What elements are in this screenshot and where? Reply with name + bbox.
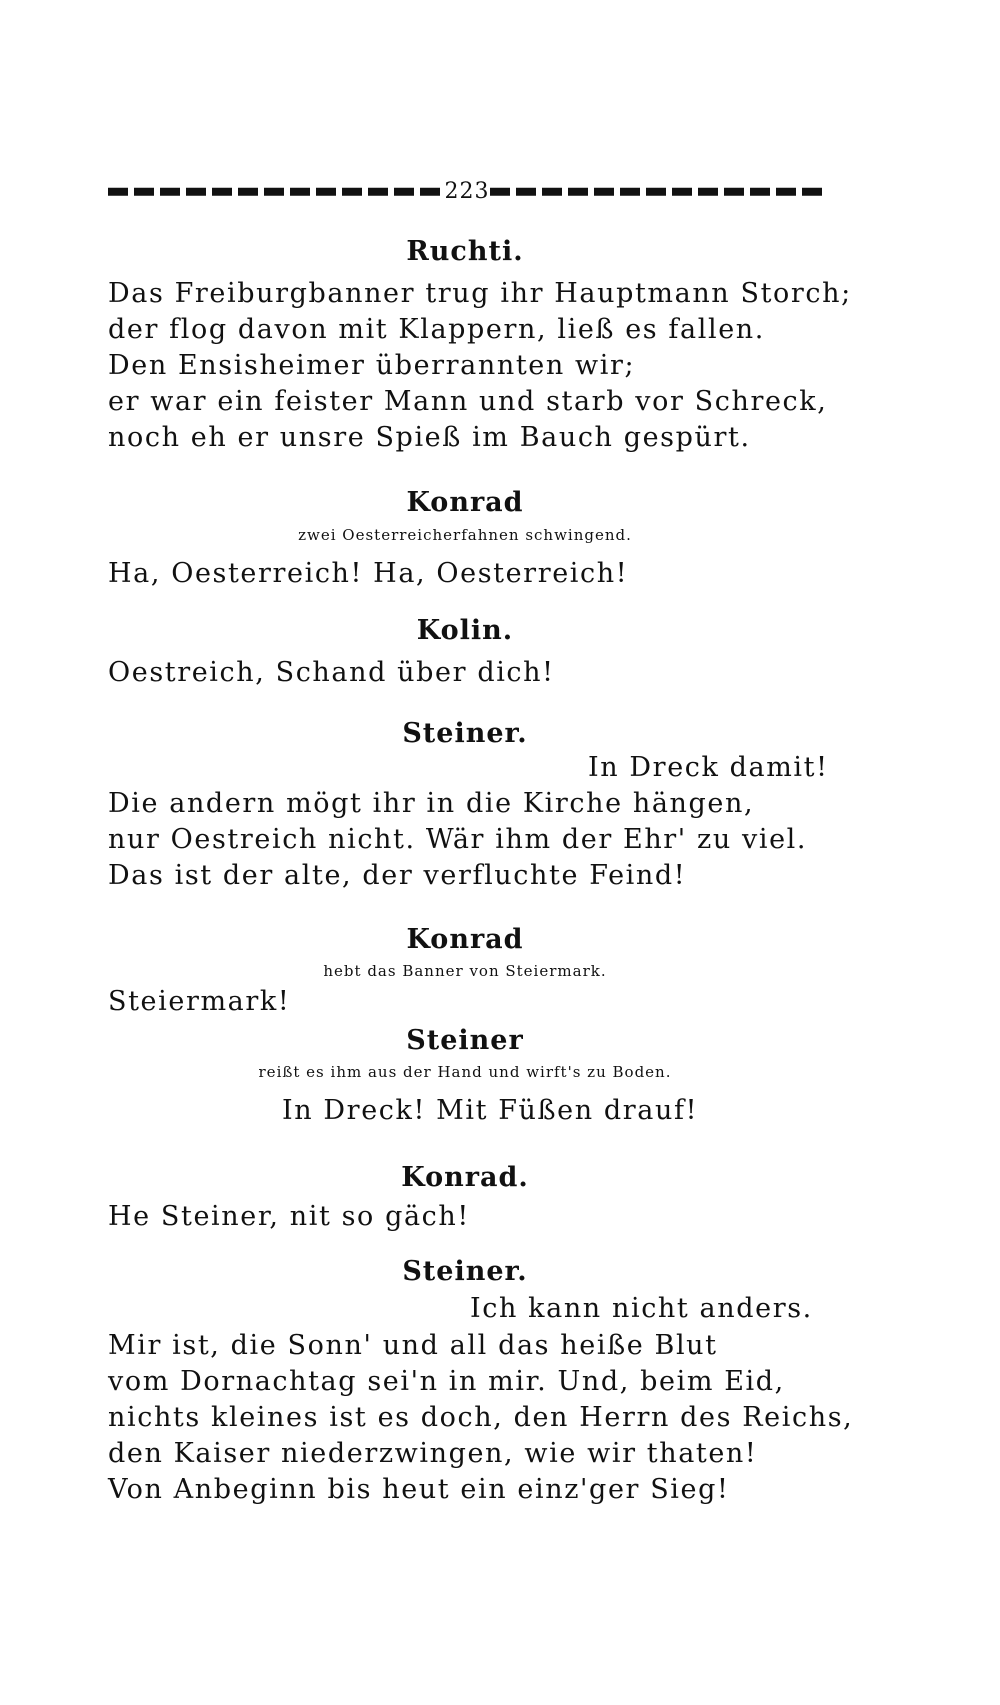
page-header [108,178,826,204]
speaker-name: Steiner. [402,1256,528,1287]
verse-line: er war ein feister Mann und starb vor Schreck, [108,386,828,417]
verse-line: den Kaiser niederzwingen, wie wir thaten! [108,1438,758,1469]
verse-line: Mir ist, die Sonn' und all das heiße Blut [108,1330,718,1361]
stage-direction: zwei Oesterreicherfahnen schwingend. [298,526,632,544]
verse-line-continuation: In Dreck! Mit Füßen drauf! [282,1095,699,1126]
stage-direction: reißt es ihm aus der Hand und wirft's zu Boden. [258,1063,672,1081]
verse-line: vom Dornachtag sei'n in mir. Und, beim Eid, [108,1366,785,1397]
verse-line: noch eh er unsre Spieß im Bauch gespürt. [108,422,751,453]
verse-line: Steiermark! [108,986,291,1017]
verse-line: Die andern mögt ihr in die Kirche hängen, [108,788,755,819]
verse-line-continuation: Ich kann nicht anders. [470,1293,813,1324]
speaker-name: Kolin. [416,615,514,646]
verse-line: Das Freiburgbanner trug ihr Hauptmann Storch; [108,278,852,309]
speaker-name: Steiner. [402,718,528,749]
verse-line: nichts kleines ist es doch, den Herrn des Reichs, [108,1402,854,1433]
speaker-name: Ruchti. [406,236,524,267]
speaker-name: Konrad [406,487,524,518]
ornament-left [108,183,445,199]
speaker-name: Steiner [406,1025,524,1056]
speaker-name: Konrad [406,924,524,955]
verse-line: Das ist der alte, der verfluchte Feind! [108,860,687,891]
stage-direction: hebt das Banner von Steiermark. [323,962,607,980]
verse-line-continuation: In Dreck damit! [588,752,829,783]
verse-line: Von Anbeginn bis heut ein einz'ger Sieg! [108,1474,730,1505]
verse-line: Ha, Oesterreich! Ha, Oesterreich! [108,558,629,589]
page-number: 223 [444,178,490,204]
ornament-right [490,183,827,199]
verse-line: Oestreich, Schand über dich! [108,657,555,688]
verse-line: der flog davon mit Klappern, ließ es fallen. [108,314,765,345]
verse-line: Den Ensisheimer überrannten wir; [108,350,636,381]
verse-line: nur Oestreich nicht. Wär ihm der Ehr' zu viel. [108,824,808,855]
verse-line: He Steiner, nit so gäch! [108,1201,470,1232]
speaker-name: Konrad. [401,1162,529,1193]
